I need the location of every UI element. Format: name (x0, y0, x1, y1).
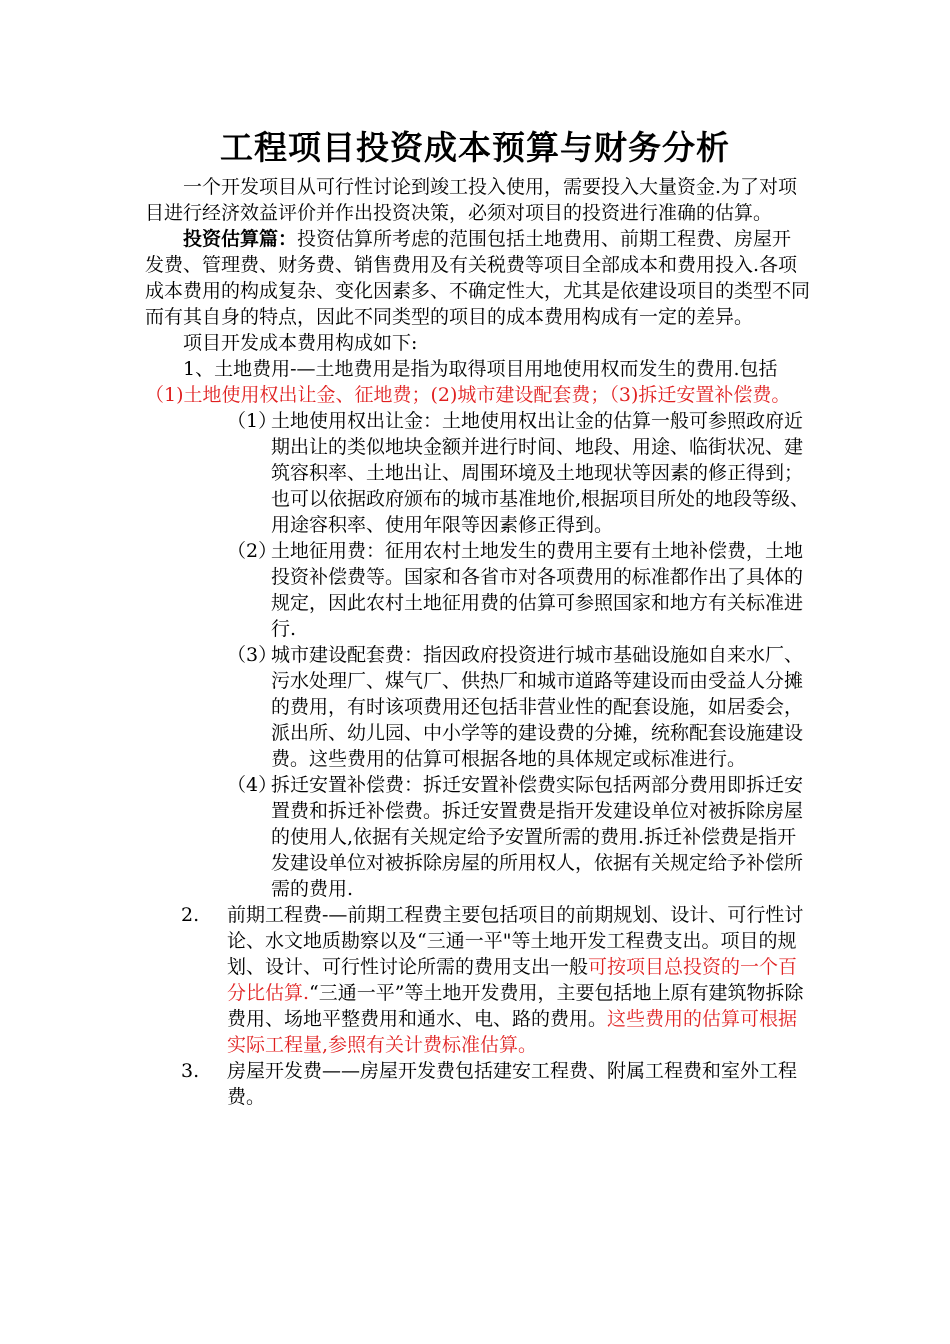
sub-item-number: （4） (227, 774, 278, 796)
preliminary-fee-item (145, 902, 810, 1058)
land-fee-paragraph (145, 356, 810, 408)
estimate-text: 投资估算所考虑的范围包括土地费用、前期工程费、房屋开发费、管理费、财务费、销售费用及有关税费等项目全部成本和费用投入.各项成本费用的构成复杂、变化因素多、不确定性大，尤其是依建设项目的类型不同而有其自身的特点，因此不同类型的项目的成本费用构成有一定的差异。 (145, 228, 811, 328)
house-fee-text: 房屋开发费——房屋开发费包括建安工程费、附属工程费和室外工程费。 (227, 1060, 798, 1108)
composition-line: 项目开发成本费用构成如下: (183, 332, 418, 354)
sub-item-number: （3） (227, 644, 278, 666)
item-number: 2. (181, 904, 200, 926)
estimate-paragraph (145, 226, 810, 330)
land-sub-item-4 (227, 772, 810, 902)
item-number: 3. (181, 1060, 200, 1082)
sub-item-text: 土地征用费：征用农村土地发生的费用主要有土地补偿费，土地投资补偿费等。国家和各省市对各项费用的标准都作出了具体的规定，因此农村土地征用费的估算可参照国家和地方有关标准进行. (271, 540, 804, 640)
preliminary-highlight-2: 这些费用的估算可根据实际工程量,参照有关计费标准估算。 (227, 1008, 798, 1056)
land-fee-highlight: （1)土地使用权出让金、征地费；(2)城市建设配套费；（3)拆迁安置补偿费。 (145, 384, 791, 406)
document-title: 工程项目投资成本预算与财务分析 (220, 128, 730, 167)
house-fee-item (145, 1058, 810, 1110)
sub-item-text: 土地使用权出让金：土地使用权出让金的估算一般可参照政府近期出让的类似地块金额并进行时间、地段、用途、临街状况、建筑容积率、土地出让、周围环境及土地现状等因素的修正得到；也可以依据政府颁布的城市基准地价,根据项目所处的地段等级、用途容积率、使用年限等因素修正得到。 (271, 410, 810, 536)
land-fee-lead: 1、土地费用-—土地费用是指为取得项目用地使用权而发生的费用.包括 (183, 358, 778, 380)
land-sub-item-2 (227, 538, 810, 642)
land-sub-item-3 (227, 642, 810, 772)
sub-item-number: （2） (227, 540, 278, 562)
sub-item-text: 城市建设配套费：指因政府投资进行城市基础设施如自来水厂、污水处理厂、煤气厂、供热厂和城市道路等建设而由受益人分摊的费用，有时该项费用还包括非营业性的配套设施，如居委会，派出所、幼儿园、中小学等的建设费的分摊，统称配套设施建设费。这些费用的估算可根据各地的具体规定或标准进行。 (271, 644, 804, 770)
estimate-heading: 投资估算篇： (183, 228, 298, 250)
preliminary-highlight-1: 可按项目总投资的一个百分比估算. (227, 956, 798, 1004)
preliminary-text-part-1: 前期工程费-—前期工程费主要包括项目的前期规划、设计、可行性讨论、水文地质勘察以及“三通一平"等土地开发工程费支出。项目的规划、设计、可行性讨论所需的费用支出一般 (227, 904, 804, 978)
preliminary-text-part-2: “三通一平”等土地开发费用，主要包括地上原有建筑物拆除费用、场地平整费用和通水、电、路的费用。 (227, 982, 804, 1030)
sub-item-text: 拆迁安置补偿费：拆迁安置补偿费实际包括两部分费用即拆迁安置费和拆迁补偿费。拆迁安置费是指开发建设单位对被拆除房屋的使用人,依据有关规定给予安置所需的费用.拆迁补偿费是指开发建设单位对被拆除房屋的所用权人，依据有关规定给予补偿所需的费用. (271, 774, 804, 900)
intro-paragraph: 一个开发项目从可行性讨论到竣工投入使用，需要投入大量资金.为了对项目进行经济效益评价并作出投资决策，必须对项目的投资进行准确的估算。 (145, 176, 798, 224)
land-sub-item-1 (227, 408, 810, 538)
document-body (145, 174, 810, 1110)
preliminary-fee-text (227, 902, 810, 1058)
sub-item-number: （1） (227, 410, 278, 432)
